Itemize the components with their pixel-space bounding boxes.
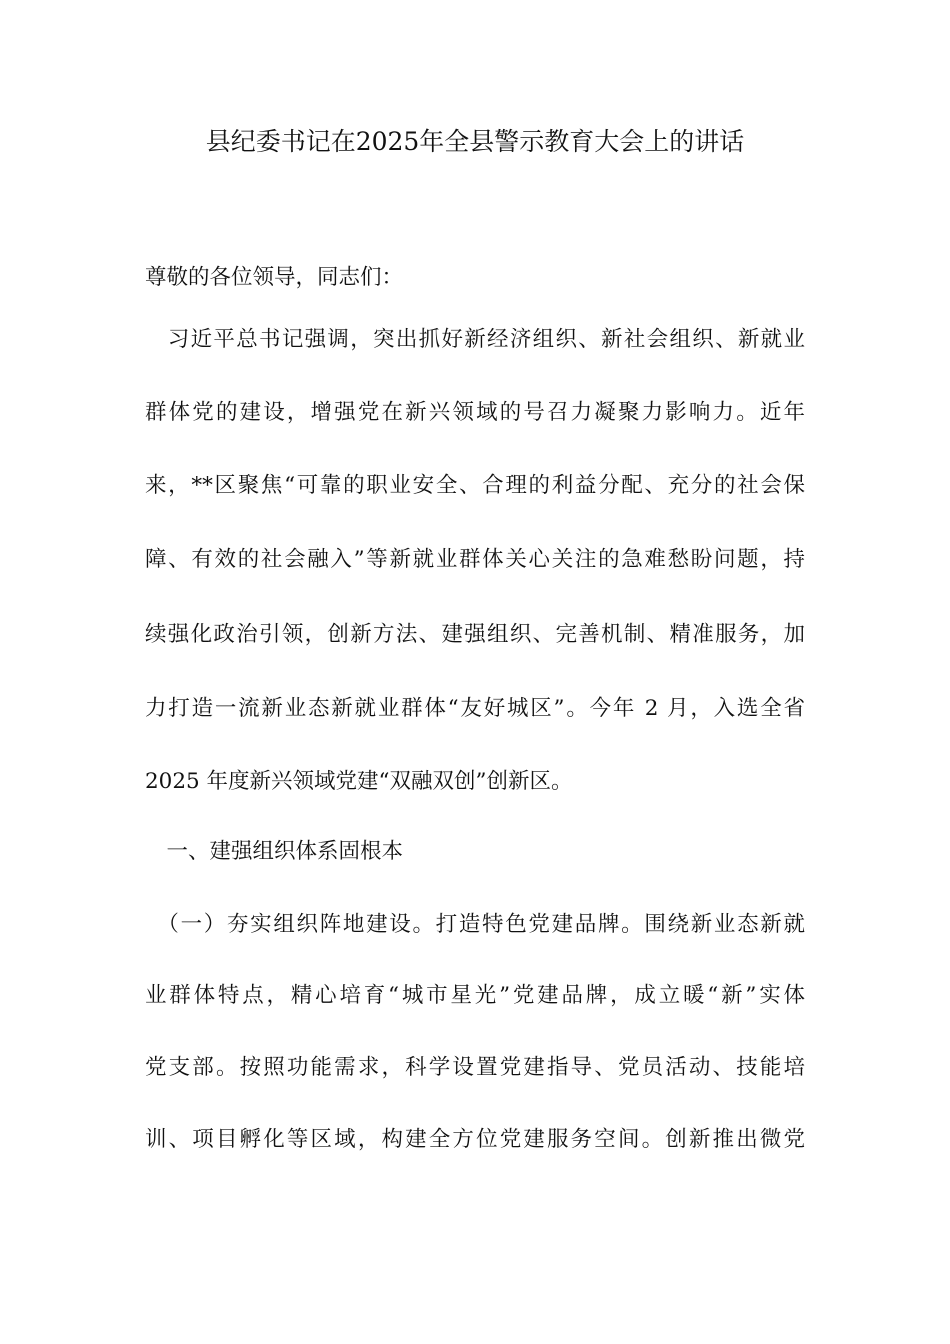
paragraph-line: 党支部。按照功能需求，科学设置党建指导、党员活动、技能培: [145, 1055, 805, 1080]
paragraph-line: 续强化政治引领，创新方法、建强组织、完善机制、精准服务，加: [145, 622, 805, 647]
paragraph-line: （一）夯实组织阵地建设。打造特色党建品牌。围绕新业态新就: [145, 912, 805, 937]
paragraph-line: 力打造一流新业态新就业群体“友好城区”。今年 2 月，入选全省: [145, 696, 805, 721]
greeting: 尊敬的各位领导，同志们：: [145, 265, 404, 290]
paragraph-line: 障、有效的社会融入”等新就业群体关心关注的急难愁盼问题，持: [145, 547, 805, 572]
document-title: 县纪委书记在2025年全县警示教育大会上的讲话: [205, 127, 745, 156]
paragraph-line: 来，**区聚焦“可靠的职业安全、合理的利益分配、充分的社会保: [145, 473, 805, 498]
paragraph-line: 群体党的建设，增强党在新兴领域的号召力凝聚力影响力。近年: [145, 400, 805, 425]
paragraph-line: 训、项目孵化等区域，构建全方位党建服务空间。创新推出微党: [145, 1127, 805, 1152]
section-heading: 一、建强组织体系固根本: [145, 839, 404, 864]
paragraph-line: 业群体特点，精心培育“城市星光”党建品牌，成立暖“新”实体: [145, 983, 805, 1008]
paragraph-line: 习近平总书记强调，突出抓好新经济组织、新社会组织、新就业: [145, 327, 805, 352]
paragraph-line: 2025 年度新兴领域党建“双融双创”创新区。: [145, 769, 573, 794]
